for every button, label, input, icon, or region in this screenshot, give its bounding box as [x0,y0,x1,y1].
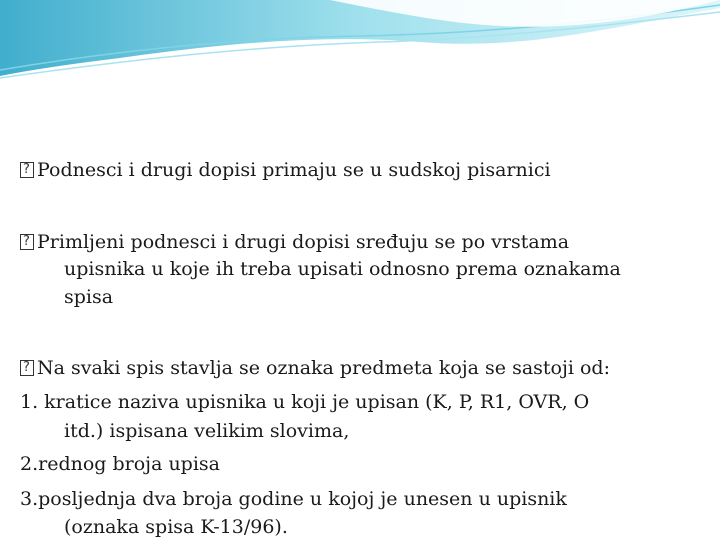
paragraph-receiving: ?Podnesci i drugi dopisi primaju se u sudskoj pisarnici [20,158,700,182]
list-item-1-line2: itd.) ispisana velikim slovima, [64,420,350,442]
missing-glyph-bullet-icon [20,234,34,250]
missing-glyph-bullet-icon [20,162,34,178]
missing-glyph-bullet-icon [20,360,34,376]
paragraph-sorting-line3: spisa [64,286,114,308]
paragraph-sorting-line2: upisnika u koje ih treba upisati odnosno prema oznakama [64,258,621,280]
list-item-1-line1: 1. kratice naziva upisnika u koji je upisan (K, P, R1, OVR, O [20,391,590,413]
paragraph-sorting-line1: ?Primljeni podnesci i drugi dopisi sređuju se po vrstama [20,230,700,254]
list-item-3-line2: (oznaka spisa K-13/96). [64,516,288,538]
paragraph-marking-intro: ?Na svaki spis stavlja se oznaka predmeta koja se sastoji od: [20,356,700,380]
list-item-3-line1: 3.posljednja dva broja godine u kojoj je unesen u upisnik [20,488,567,510]
list-item-2: 2.rednog broja upisa [20,453,220,475]
